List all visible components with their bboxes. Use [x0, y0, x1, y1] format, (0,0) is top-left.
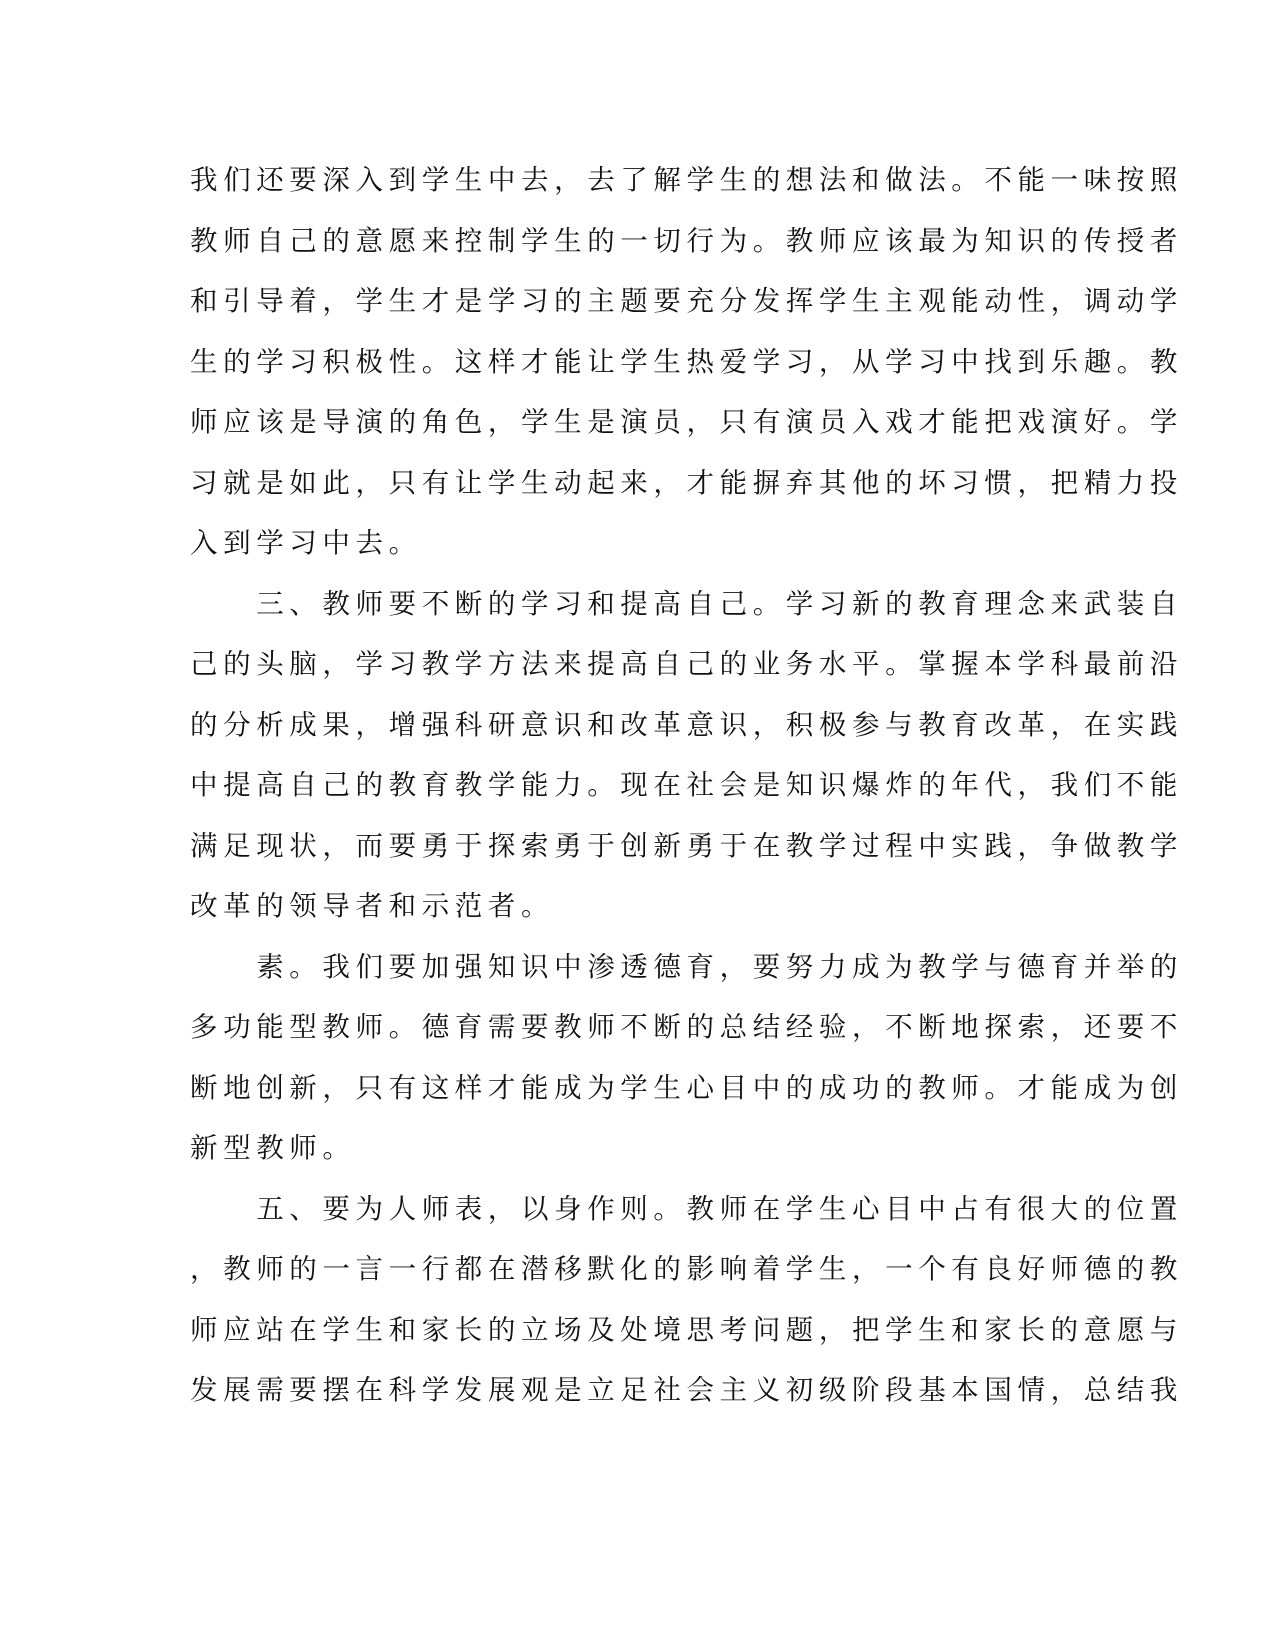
text-line: 多功能型教师。德育需要教师不断的总结经验，不断地探索，还要不 — [190, 1011, 1183, 1043]
text-line: 生的学习积极性。这样才能让学生热爱学习，从学习中找到乐趣。教 — [190, 345, 1183, 378]
paragraph-2 — [190, 574, 1183, 937]
text-line: 三、教师要不断的学习和提高自己。学习新的教育理念来武装自 — [190, 587, 1183, 620]
text-line: 教师自己的意愿来控制学生的一切行为。教师应该最为知识的传授者 — [190, 224, 1183, 257]
text-line: 师应站在学生和家长的立场及处境思考问题，把学生和家长的意愿与 — [190, 1313, 1183, 1346]
text-line: 习就是如此，只有让学生动起来，才能摒弃其他的坏习惯，把精力投 — [190, 466, 1183, 499]
paragraph-3 — [190, 937, 1183, 1179]
text-line: 五、要为人师表，以身作则。教师在学生心目中占有很大的位置 — [190, 1192, 1183, 1225]
text-line: 的分析成果，增强科研意识和改革意识，积极参与教育改革，在实践 — [190, 708, 1183, 741]
text-line: 我们还要深入到学生中去，去了解学生的想法和做法。不能一味按照 — [190, 164, 1183, 196]
text-line: 己的头脑，学习教学方法来提高自己的业务水平。掌握本学科最前沿 — [190, 648, 1183, 680]
text-line: 师应该是导演的角色，学生是演员，只有演员入戏才能把戏演好。学 — [190, 406, 1183, 438]
text-line: 发展需要摆在科学发展观是立足社会主义初级阶段基本国情，总结我 — [190, 1374, 1183, 1406]
body-text — [190, 150, 1183, 1421]
text-line: 新型教师。 — [190, 1132, 356, 1164]
paragraph-1 — [190, 150, 1183, 574]
text-line: ，教师的一言一行都在潜移默化的影响着学生，一个有良好师德的教 — [190, 1253, 1183, 1285]
text-line: 中提高自己的教育教学能力。现在社会是知识爆炸的年代，我们不能 — [190, 769, 1183, 801]
text-line: 和引导着，学生才是学习的主题要充分发挥学生主观能动性，调动学 — [190, 285, 1183, 317]
text-line: 入到学习中去。 — [190, 527, 422, 559]
text-line: 改革的领导者和示范者。 — [190, 890, 555, 922]
text-line: 断地创新，只有这样才能成为学生心目中的成功的教师。才能成为创 — [190, 1071, 1183, 1104]
text-line: 满足现状，而要勇于探索勇于创新勇于在教学过程中实践，争做教学 — [190, 829, 1183, 862]
paragraph-4 — [190, 1179, 1183, 1421]
text-line: 素。我们要加强知识中渗透德育，要努力成为教学与德育并举的 — [190, 950, 1183, 983]
